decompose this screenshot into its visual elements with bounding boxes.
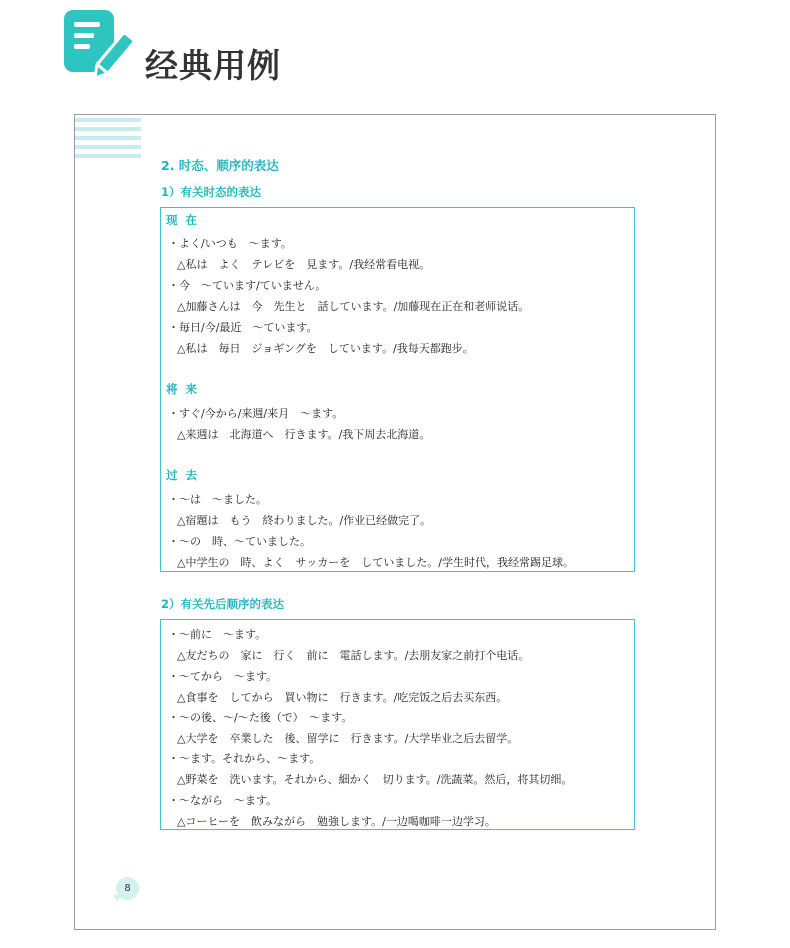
page-title: 经典用例 [145,46,281,85]
example-line: △大学を 卒業した 後、留学に 行きます。/大学毕业之后去留学。 [177,732,519,745]
pattern-line: ・毎日/今/最近 ～ています。 [168,321,318,334]
group-heading-present: 现 在 [166,213,200,227]
note-pencil-icon [62,8,134,86]
example-line: △私は 毎日 ジョギングを しています。/我每天都跑步。 [177,342,474,355]
pattern-line: ・～ながら ～ます。 [168,794,278,807]
example-line: △中学生の 時、よく サッカーを していました。/学生时代，我经常踢足球。 [177,556,574,569]
group-heading-future: 将 来 [166,382,200,396]
example-line: △宿題は もう 終わりました。/作业已经做完了。 [177,514,432,527]
example-line: △友だちの 家に 行く 前に 電話します。/去朋友家之前打个电话。 [177,649,530,662]
pattern-line: ・～の後、～/～た後（で） ～ます。 [168,711,353,724]
page-number: 8 [116,877,139,900]
pattern-line: ・～前に ～ます。 [168,628,267,641]
decorative-stripes [75,118,141,166]
pattern-line: ・～てから ～ます。 [168,670,278,683]
pattern-line: ・今 ～ています/ていません。 [168,279,327,292]
pattern-line: ・～ます。それから、～ます。 [168,752,321,765]
section-title: 2. 时态、顺序的表达 [161,158,279,173]
pattern-line: ・～の 時、～ていました。 [168,535,311,548]
example-line: △私は よく テレビを 見ます。/我经常看电视。 [177,258,431,271]
pattern-line: ・～は ～ました。 [168,493,267,506]
example-line: △コーヒーを 飲みながら 勉強します。/一边喝咖啡一边学习。 [177,815,496,828]
pattern-line: ・よく/いつも ～ます。 [168,237,292,250]
example-line: △食事を してから 買い物に 行きます。/吃完饭之后去买东西。 [177,691,508,704]
pattern-line: ・すぐ/今から/来週/来月 ～ます。 [168,407,344,420]
example-line: △加藤さんは 今 先生と 話しています。/加藤现在正在和老师说话。 [177,300,530,313]
subsection-title-order: 2）有关先后顺序的表达 [161,597,285,611]
example-line: △来週は 北海道へ 行きます。/我下周去北海道。 [177,428,431,441]
example-line: △野菜を 洗います。それから、細かく 切ります。/洗蔬菜。然后，将其切细。 [177,773,573,786]
subsection-title-tense: 1）有关时态的表达 [161,185,262,199]
group-heading-past: 过 去 [166,468,200,482]
